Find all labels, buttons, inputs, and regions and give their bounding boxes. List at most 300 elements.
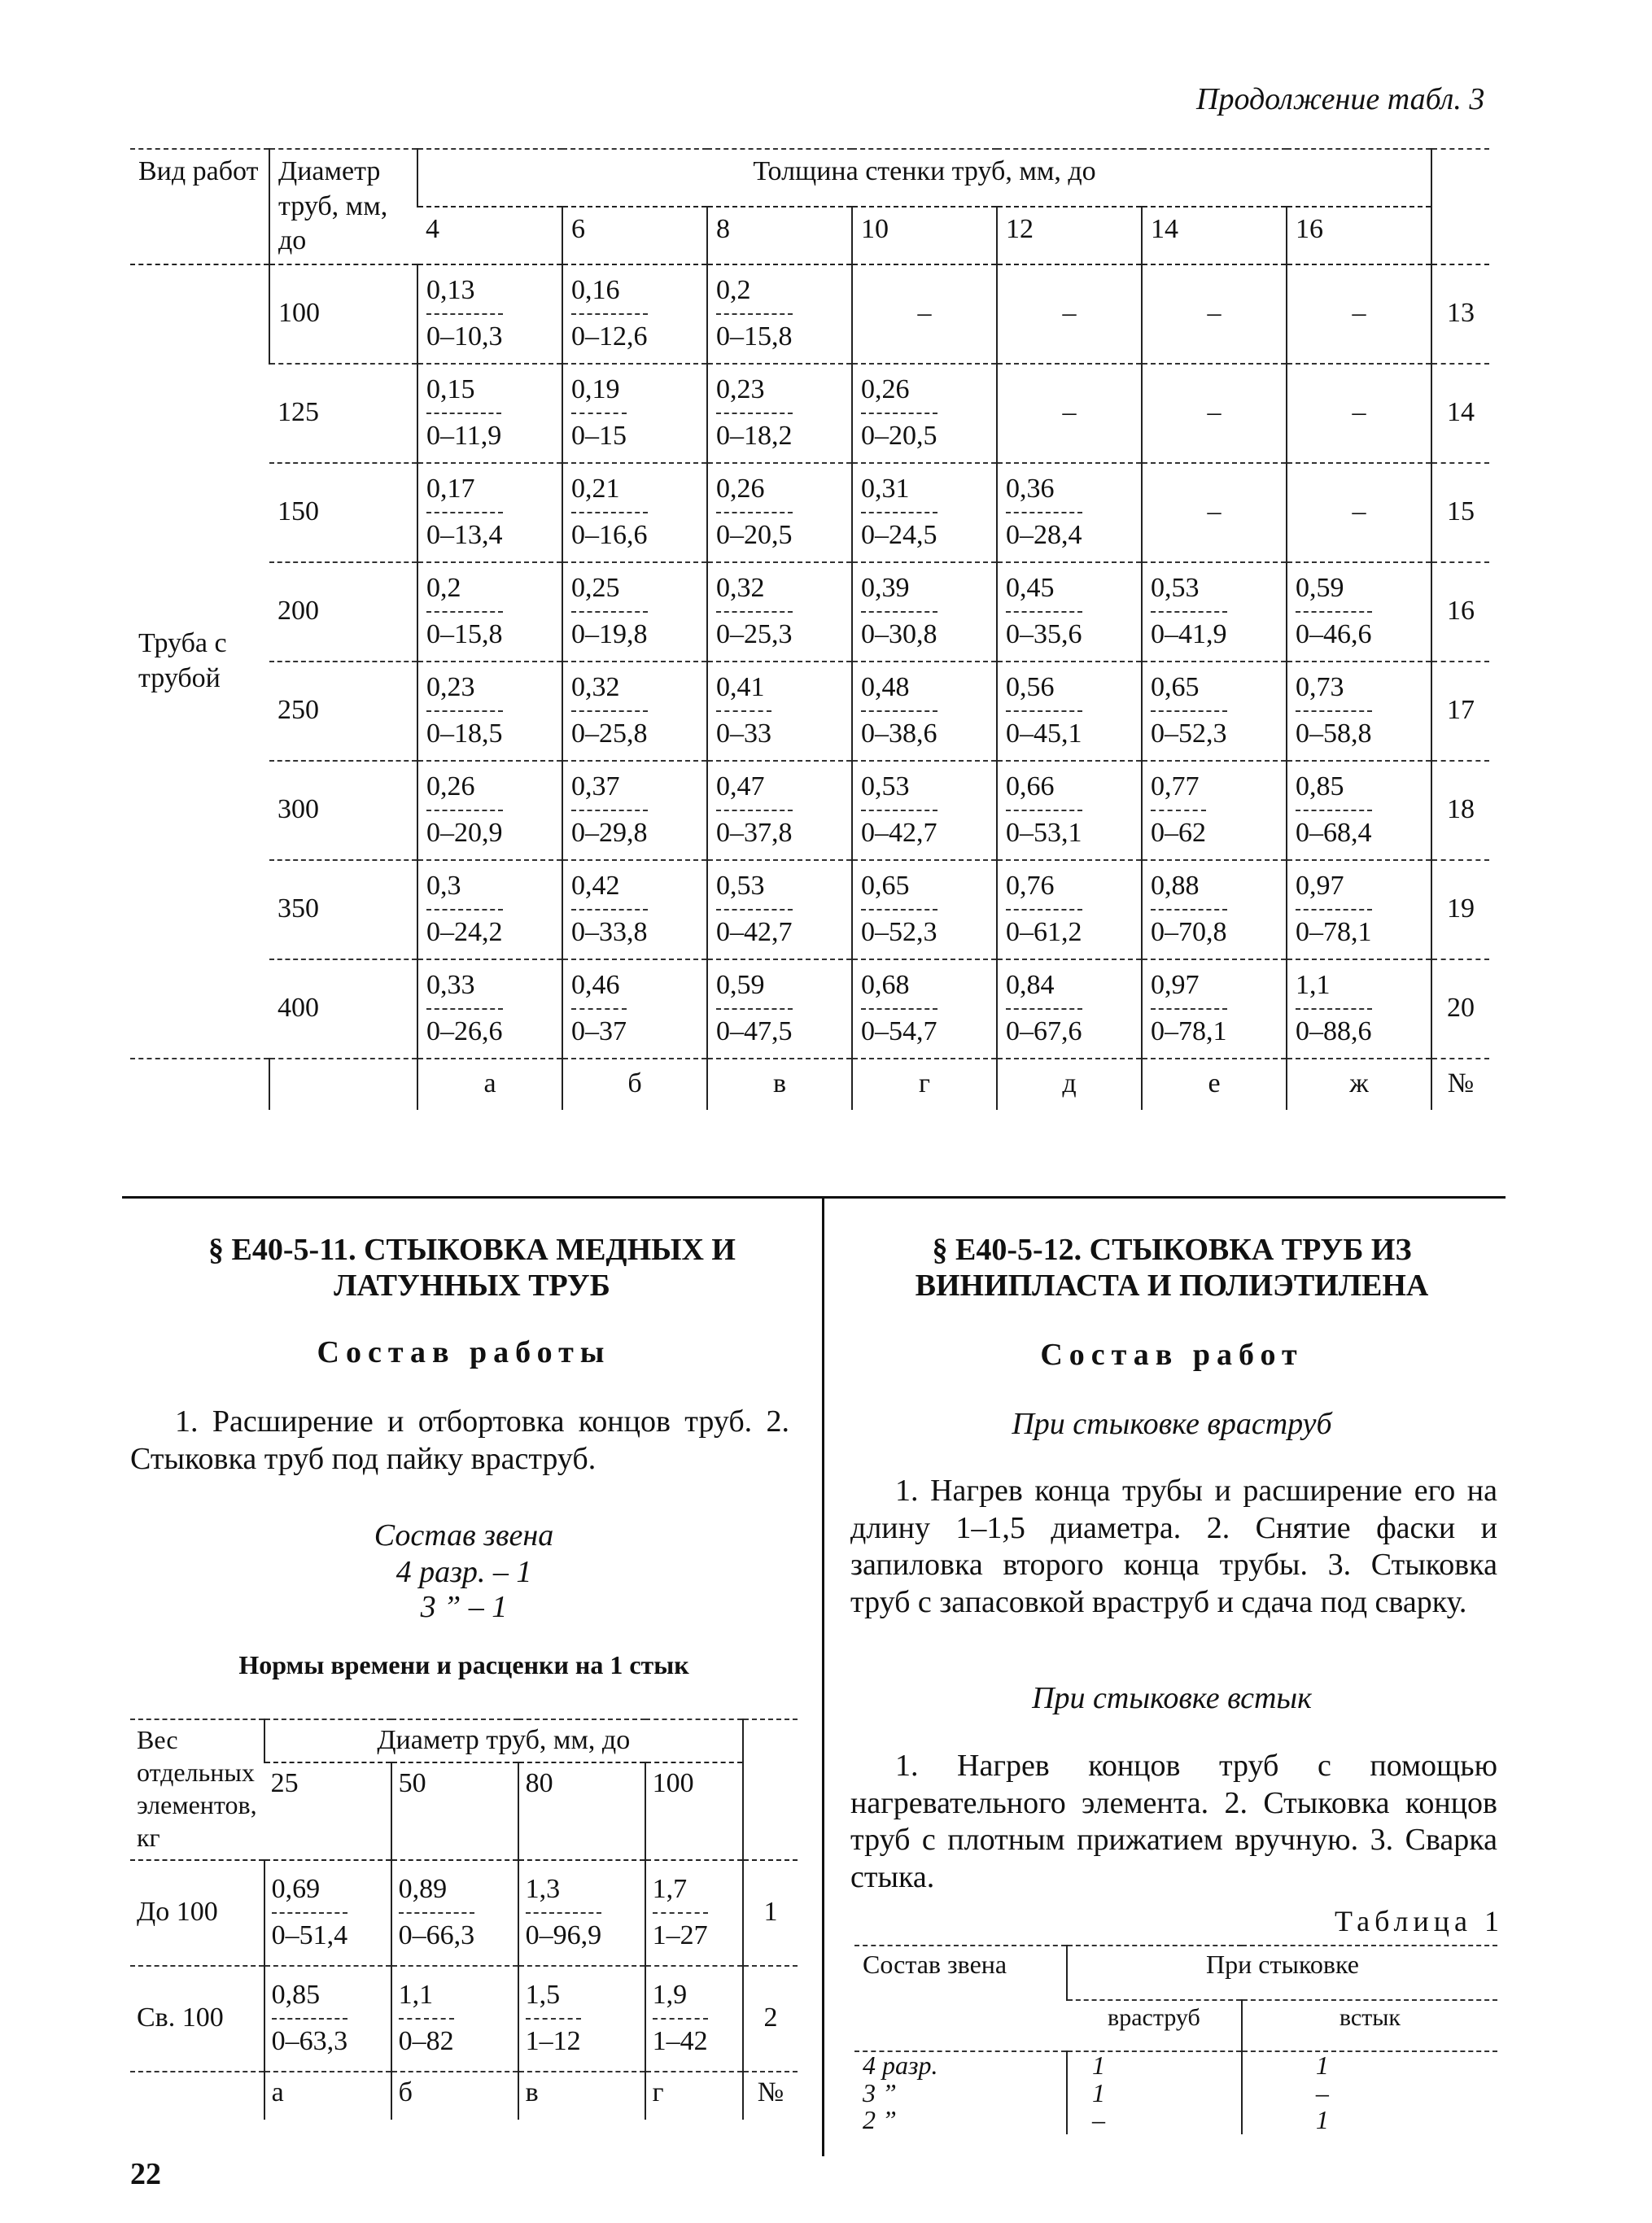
time-norm: 0,76 (1006, 869, 1082, 911)
fraction (716, 670, 771, 751)
value-cell (997, 662, 1142, 761)
fraction (571, 670, 648, 751)
fraction (571, 373, 627, 453)
fraction (526, 1872, 602, 1953)
fraction (571, 770, 648, 850)
time-norm: 0,88 (1151, 869, 1227, 911)
value-cell (707, 761, 852, 860)
rate: 0–61,2 (1006, 916, 1082, 947)
thickness-14: 14 (1142, 207, 1287, 264)
fraction (1006, 472, 1082, 552)
value-cell (1142, 860, 1287, 959)
rate: 0–15,8 (426, 618, 503, 649)
fraction (571, 472, 648, 552)
table-row (854, 2051, 1497, 2080)
fraction (426, 670, 503, 751)
number-label: № (743, 2072, 798, 2120)
value-cell (1142, 761, 1287, 860)
diameter-cell: 300 (269, 761, 417, 860)
thickness-8: 8 (707, 207, 852, 264)
table-e40-5-11 (130, 1719, 798, 2120)
rate: 0–54,7 (861, 1015, 937, 1046)
fraction (1151, 869, 1227, 950)
time-norm: 0,16 (571, 273, 648, 315)
rate: 0–15,8 (716, 321, 793, 352)
rate: 0–15 (571, 420, 627, 451)
value-cell (264, 1860, 391, 1966)
value-cell (997, 860, 1142, 959)
rate: 0–63,3 (271, 2025, 348, 2056)
time-norm: 0,66 (1006, 770, 1082, 811)
rate: 0–18,2 (716, 420, 793, 451)
time-norm: 0,37 (571, 770, 648, 811)
time-norm: 0,85 (1296, 770, 1372, 811)
time-norm: 1,7 (653, 1872, 708, 1914)
value-cell (562, 860, 707, 959)
column-letter: в (518, 2072, 645, 2120)
column-letter: в (707, 1059, 852, 1110)
blank-cell (269, 1059, 417, 1110)
fraction (861, 472, 937, 552)
number-label: № (1431, 1059, 1489, 1110)
col-socket-header: враструб (1067, 2000, 1242, 2051)
rate: 0–10,3 (426, 321, 503, 352)
dash-value: – (1207, 496, 1222, 527)
value-cell (391, 1966, 518, 2072)
time-norm: 0,33 (426, 968, 503, 1010)
time-norm: 0,2 (426, 571, 503, 613)
subheading-socket: При стыковке враструб (1012, 1407, 1332, 1441)
value-cell (852, 463, 997, 562)
weight-cell: До 100 (130, 1860, 264, 1966)
butt-count-cell: – (1242, 2080, 1497, 2107)
fraction (716, 273, 793, 354)
value-cell (391, 1860, 518, 1966)
fraction (1006, 571, 1082, 652)
column-letter: а (264, 2072, 391, 2120)
butt-count-cell: 1 (1242, 2051, 1497, 2080)
fraction (653, 1978, 708, 2059)
fraction (1151, 670, 1227, 751)
rate: 1–42 (652, 2025, 708, 2056)
rate: 0–88,6 (1296, 1015, 1372, 1046)
time-norm: 0,47 (716, 770, 793, 811)
value-cell (562, 463, 707, 562)
value-cell (562, 662, 707, 761)
value-cell (417, 662, 562, 761)
rate: 0–78,1 (1296, 916, 1372, 947)
rate: 0–45,1 (1006, 718, 1082, 749)
rate: 0–30,8 (861, 618, 937, 649)
diam-50: 50 (391, 1762, 518, 1860)
fraction (1151, 571, 1227, 652)
row-number-cell: 17 (1431, 662, 1489, 761)
table-1 (854, 1945, 1497, 2134)
value-cell (417, 562, 562, 662)
time-norm: 0,13 (426, 273, 503, 315)
dash-value: – (917, 298, 932, 329)
butt-count-cell: 1 (1242, 2107, 1497, 2134)
rate: 0–20,5 (861, 420, 937, 451)
column-letter: б (562, 1059, 707, 1110)
col-join-header: При стыковке (1067, 1946, 1497, 2000)
rate: 0–33,8 (571, 916, 648, 947)
value-cell (707, 364, 852, 463)
time-norm: 0,41 (716, 670, 771, 712)
fraction (1006, 968, 1082, 1049)
fraction (1296, 869, 1372, 950)
rate: 0–67,6 (1006, 1015, 1082, 1046)
value-cell (852, 860, 997, 959)
column-letter: е (1142, 1059, 1287, 1110)
value-cell (1142, 364, 1287, 463)
time-norm: 0,68 (861, 968, 937, 1010)
col-crew-header: Состав звена (854, 1946, 1067, 2051)
time-norm: 0,25 (571, 571, 648, 613)
fraction (1296, 670, 1372, 751)
time-norm: 1,1 (1296, 968, 1372, 1010)
fraction (861, 869, 937, 950)
dash-value: – (1207, 298, 1222, 329)
value-cell (1287, 860, 1431, 959)
time-norm: 0,42 (571, 869, 648, 911)
table-row (130, 860, 1489, 959)
table-row (130, 562, 1489, 662)
table-row (130, 1860, 798, 1966)
rate: 0–68,4 (1296, 817, 1372, 848)
dash-value: – (1352, 496, 1366, 527)
table-row (130, 264, 1489, 364)
time-norm: 0,59 (1296, 571, 1372, 613)
thickness-16: 16 (1287, 207, 1431, 264)
row-number-cell: 1 (743, 1860, 798, 1966)
value-cell (1287, 364, 1431, 463)
value-cell (852, 761, 997, 860)
time-norm: 0,59 (716, 968, 793, 1010)
fraction (716, 968, 793, 1049)
col-thick-header: Толщина стенки труб, мм, до (417, 149, 1431, 207)
value-cell (1142, 662, 1287, 761)
rate: 0–53,1 (1006, 817, 1082, 848)
rate: 0–82 (398, 2025, 454, 2056)
time-norm: 0,21 (571, 472, 648, 513)
value-cell (264, 1966, 391, 2072)
value-cell (707, 264, 852, 364)
dash-value: – (1062, 397, 1077, 428)
fraction (861, 373, 937, 453)
rate: 0–28,4 (1006, 519, 1082, 550)
value-cell (997, 364, 1142, 463)
rate: 0–96,9 (525, 1919, 602, 1950)
dash-value: – (1062, 298, 1077, 329)
time-norm: 0,65 (1151, 670, 1227, 712)
continuation-label: Продолжение табл. 3 (1196, 82, 1485, 116)
time-norm: 0,46 (571, 968, 627, 1010)
time-norm: 0,53 (861, 770, 937, 811)
value-cell (645, 1860, 743, 1966)
fraction (716, 373, 793, 453)
subheading-butt: При стыковке встык (1032, 1681, 1312, 1715)
time-norm: 0,17 (426, 472, 503, 513)
row-number-cell: 19 (1431, 860, 1489, 959)
column-letter: а (417, 1059, 562, 1110)
rate: 0–52,3 (1151, 718, 1227, 749)
rate: 0–12,6 (571, 321, 648, 352)
rate: 0–35,6 (1006, 618, 1082, 649)
value-cell (417, 860, 562, 959)
fraction (426, 273, 503, 354)
fraction (716, 770, 793, 850)
time-norm: 0,53 (1151, 571, 1227, 613)
time-norm: 0,85 (272, 1978, 348, 2020)
time-norm: 0,26 (426, 770, 503, 811)
fraction (426, 472, 503, 552)
table-row (130, 1966, 798, 2072)
section-heading-e40-5-11: § Е40-5-11. СТЫКОВКА МЕДНЫХ И ЛАТУННЫХ ТРУБ (208, 1233, 736, 1303)
row-number-cell: 18 (1431, 761, 1489, 860)
fraction (399, 1872, 475, 1953)
fraction (1296, 968, 1372, 1049)
fraction (426, 770, 503, 850)
thickness-12: 12 (997, 207, 1142, 264)
table-row (130, 463, 1489, 562)
rate: 0–58,8 (1296, 718, 1372, 749)
time-norm: 0,2 (716, 273, 793, 315)
value-cell (707, 662, 852, 761)
rate: 1–12 (525, 2025, 581, 2056)
column-letter: г (645, 2072, 743, 2120)
norms-title: Нормы времени и расценки на 1 стык (238, 1650, 689, 1679)
rate: 0–24,5 (861, 519, 937, 550)
diam-25: 25 (264, 1762, 391, 1860)
rate: 0–33 (716, 718, 771, 749)
time-norm: 0,97 (1296, 869, 1372, 911)
value-cell (645, 1966, 743, 2072)
socket-count-cell: – (1067, 2107, 1242, 2134)
fraction (426, 571, 503, 652)
diameter-cell: 400 (269, 959, 417, 1059)
rate: 0–13,4 (426, 519, 503, 550)
fraction (426, 869, 503, 950)
fraction (716, 869, 793, 950)
rate: 0–37,8 (716, 817, 793, 848)
section-heading-e40-5-12: § Е40-5-12. СТЫКОВКА ТРУБ ИЗ ВИНИПЛАСТА И ПОЛИЭТИЛЕНА (915, 1233, 1429, 1303)
fraction (716, 472, 793, 552)
value-cell (707, 463, 852, 562)
time-norm: 0,48 (861, 670, 937, 712)
rate: 0–41,9 (1151, 618, 1227, 649)
time-norm: 0,3 (426, 869, 503, 911)
time-norm: 0,26 (716, 472, 793, 513)
col-butt-header: встык (1242, 2000, 1497, 2051)
time-norm: 0,36 (1006, 472, 1082, 513)
col-diam-header-2: Диаметр труб, мм, до (264, 1719, 743, 1762)
value-cell (707, 562, 852, 662)
blank-cell (130, 1059, 269, 1110)
fraction (426, 968, 503, 1049)
time-norm: 0,39 (861, 571, 937, 613)
value-cell (417, 264, 562, 364)
table-row (130, 761, 1489, 860)
value-cell (1142, 959, 1287, 1059)
rate: 0–37 (571, 1015, 627, 1046)
blank-cell (130, 2072, 264, 2120)
value-cell (562, 562, 707, 662)
work-type-cell: Труба с трубой (130, 264, 269, 1059)
fraction (861, 770, 937, 850)
time-norm: 0,23 (426, 670, 503, 712)
value-cell (852, 562, 997, 662)
rate: 0–38,6 (861, 718, 937, 749)
value-cell (1142, 562, 1287, 662)
fraction (861, 670, 937, 751)
crew-grade-cell: 2 ” (863, 2105, 897, 2135)
socket-count-cell: 1 (1067, 2051, 1242, 2080)
time-norm: 1,9 (653, 1978, 708, 2020)
time-norm: 0,19 (571, 373, 627, 414)
column-letter: г (852, 1059, 997, 1110)
table-row (130, 959, 1489, 1059)
fraction (716, 571, 793, 652)
value-cell (997, 463, 1142, 562)
value-cell (1287, 761, 1431, 860)
crew-grade-cell: 4 разр. (863, 2050, 938, 2080)
table-row (130, 364, 1489, 463)
fraction (1006, 670, 1082, 751)
row-number-cell: 20 (1431, 959, 1489, 1059)
time-norm: 0,89 (399, 1872, 475, 1914)
value-cell (852, 959, 997, 1059)
crew-title: Состав звена (374, 1518, 554, 1553)
row-number-cell: 2 (743, 1966, 798, 2072)
rate: 0–20,9 (426, 817, 503, 848)
column-divider (822, 1196, 824, 2156)
horizontal-rule (122, 1196, 1506, 1199)
diameter-cell: 125 (269, 364, 417, 463)
fraction (526, 1978, 581, 2059)
dash-value: – (1352, 298, 1366, 329)
value-cell (562, 364, 707, 463)
work-composition-title-2: Состав работ (1040, 1338, 1304, 1372)
value-cell (997, 562, 1142, 662)
table-3 (130, 148, 1489, 1110)
value-cell (417, 959, 562, 1059)
time-norm: 0,84 (1006, 968, 1082, 1010)
time-norm: 1,3 (526, 1872, 602, 1914)
value-cell (852, 264, 997, 364)
rate: 0–42,7 (861, 817, 937, 848)
fraction (272, 1872, 348, 1953)
value-cell (417, 364, 562, 463)
value-cell (562, 761, 707, 860)
table-row (130, 662, 1489, 761)
fraction (571, 571, 648, 652)
fraction (1006, 869, 1082, 950)
col-work-header: Вид работ (130, 149, 269, 264)
rate: 0–16,6 (571, 519, 648, 550)
thickness-4: 4 (417, 207, 562, 264)
rate: 0–70,8 (1151, 916, 1227, 947)
value-cell (518, 1860, 645, 1966)
fraction (1151, 770, 1206, 850)
diameter-cell: 150 (269, 463, 417, 562)
time-norm: 0,32 (571, 670, 648, 712)
fraction (426, 373, 501, 453)
diam-100: 100 (645, 1762, 743, 1860)
value-cell (417, 463, 562, 562)
column-letter: д (997, 1059, 1142, 1110)
socket-count-cell: 1 (1067, 2080, 1242, 2107)
time-norm: 0,15 (426, 373, 501, 414)
fraction (1006, 770, 1082, 850)
row-number-cell: 13 (1431, 264, 1489, 364)
fraction (272, 1978, 348, 2059)
value-cell (1142, 463, 1287, 562)
rate: 0–11,9 (426, 420, 502, 451)
diameter-cell: 200 (269, 562, 417, 662)
column-letters-row (130, 2072, 798, 2120)
fraction (1151, 968, 1227, 1049)
thickness-6: 6 (562, 207, 707, 264)
time-norm: 0,97 (1151, 968, 1227, 1010)
value-cell (707, 860, 852, 959)
value-cell (707, 959, 852, 1059)
time-norm: 0,23 (716, 373, 793, 414)
rate: 0–42,7 (716, 916, 793, 947)
butt-text: 1. Нагрев концов труб с помощью нагревательного элемента. 2. Стыковка концов труб с плотным прижатием вручную. 3. Сварка стыка. (850, 1749, 1497, 1894)
value-cell (997, 761, 1142, 860)
value-cell (562, 264, 707, 364)
time-norm: 0,69 (272, 1872, 348, 1914)
col-diam-header: Диаметр труб, мм, до (269, 149, 417, 264)
rate: 0–26,6 (426, 1015, 503, 1046)
value-cell (1287, 662, 1431, 761)
time-norm: 0,31 (861, 472, 937, 513)
value-cell (1287, 562, 1431, 662)
fraction (399, 1978, 454, 2059)
rate: 0–25,8 (571, 718, 648, 749)
column-letter: б (391, 2072, 518, 2120)
diameter-cell: 350 (269, 860, 417, 959)
crew-line-2: 3 ” – 1 (420, 1590, 508, 1624)
row-number-cell: 15 (1431, 463, 1489, 562)
rate: 0–66,3 (398, 1919, 475, 1950)
rate: 0–52,3 (861, 916, 937, 947)
rate: 0–24,2 (426, 916, 503, 947)
crew-line-1: 4 разр. – 1 (396, 1555, 532, 1589)
fraction (571, 869, 648, 950)
column-letter: ж (1287, 1059, 1431, 1110)
work-composition-text: 1. Расширение и отбортовка концов труб. 2. Стыковка труб под пайку враструб. (130, 1404, 789, 1476)
time-norm: 0,65 (861, 869, 937, 911)
diameter-cell: 250 (269, 662, 417, 761)
rate: 0–25,3 (716, 618, 793, 649)
fraction (571, 968, 627, 1049)
work-composition-title: Состав работы (317, 1335, 611, 1369)
rate: 0–51,4 (271, 1919, 348, 1950)
time-norm: 0,73 (1296, 670, 1372, 712)
dash-value: – (1352, 397, 1366, 428)
diam-80: 80 (518, 1762, 645, 1860)
row-number-cell: 16 (1431, 562, 1489, 662)
fraction (861, 571, 937, 652)
rate: 0–46,6 (1296, 618, 1372, 649)
rate: 0–29,8 (571, 817, 648, 848)
time-norm: 1,5 (526, 1978, 581, 2020)
socket-text: 1. Нагрев конца трубы и расширение его на длину 1–1,5 диаметра. 2. Снятие фаски и запиловка второго конца трубы. 3. Стыковка труб с запасовкой враструб и сдача под сварку. (850, 1474, 1497, 1619)
page-number: 22 (130, 2157, 161, 2191)
time-norm: 1,1 (399, 1978, 454, 2020)
